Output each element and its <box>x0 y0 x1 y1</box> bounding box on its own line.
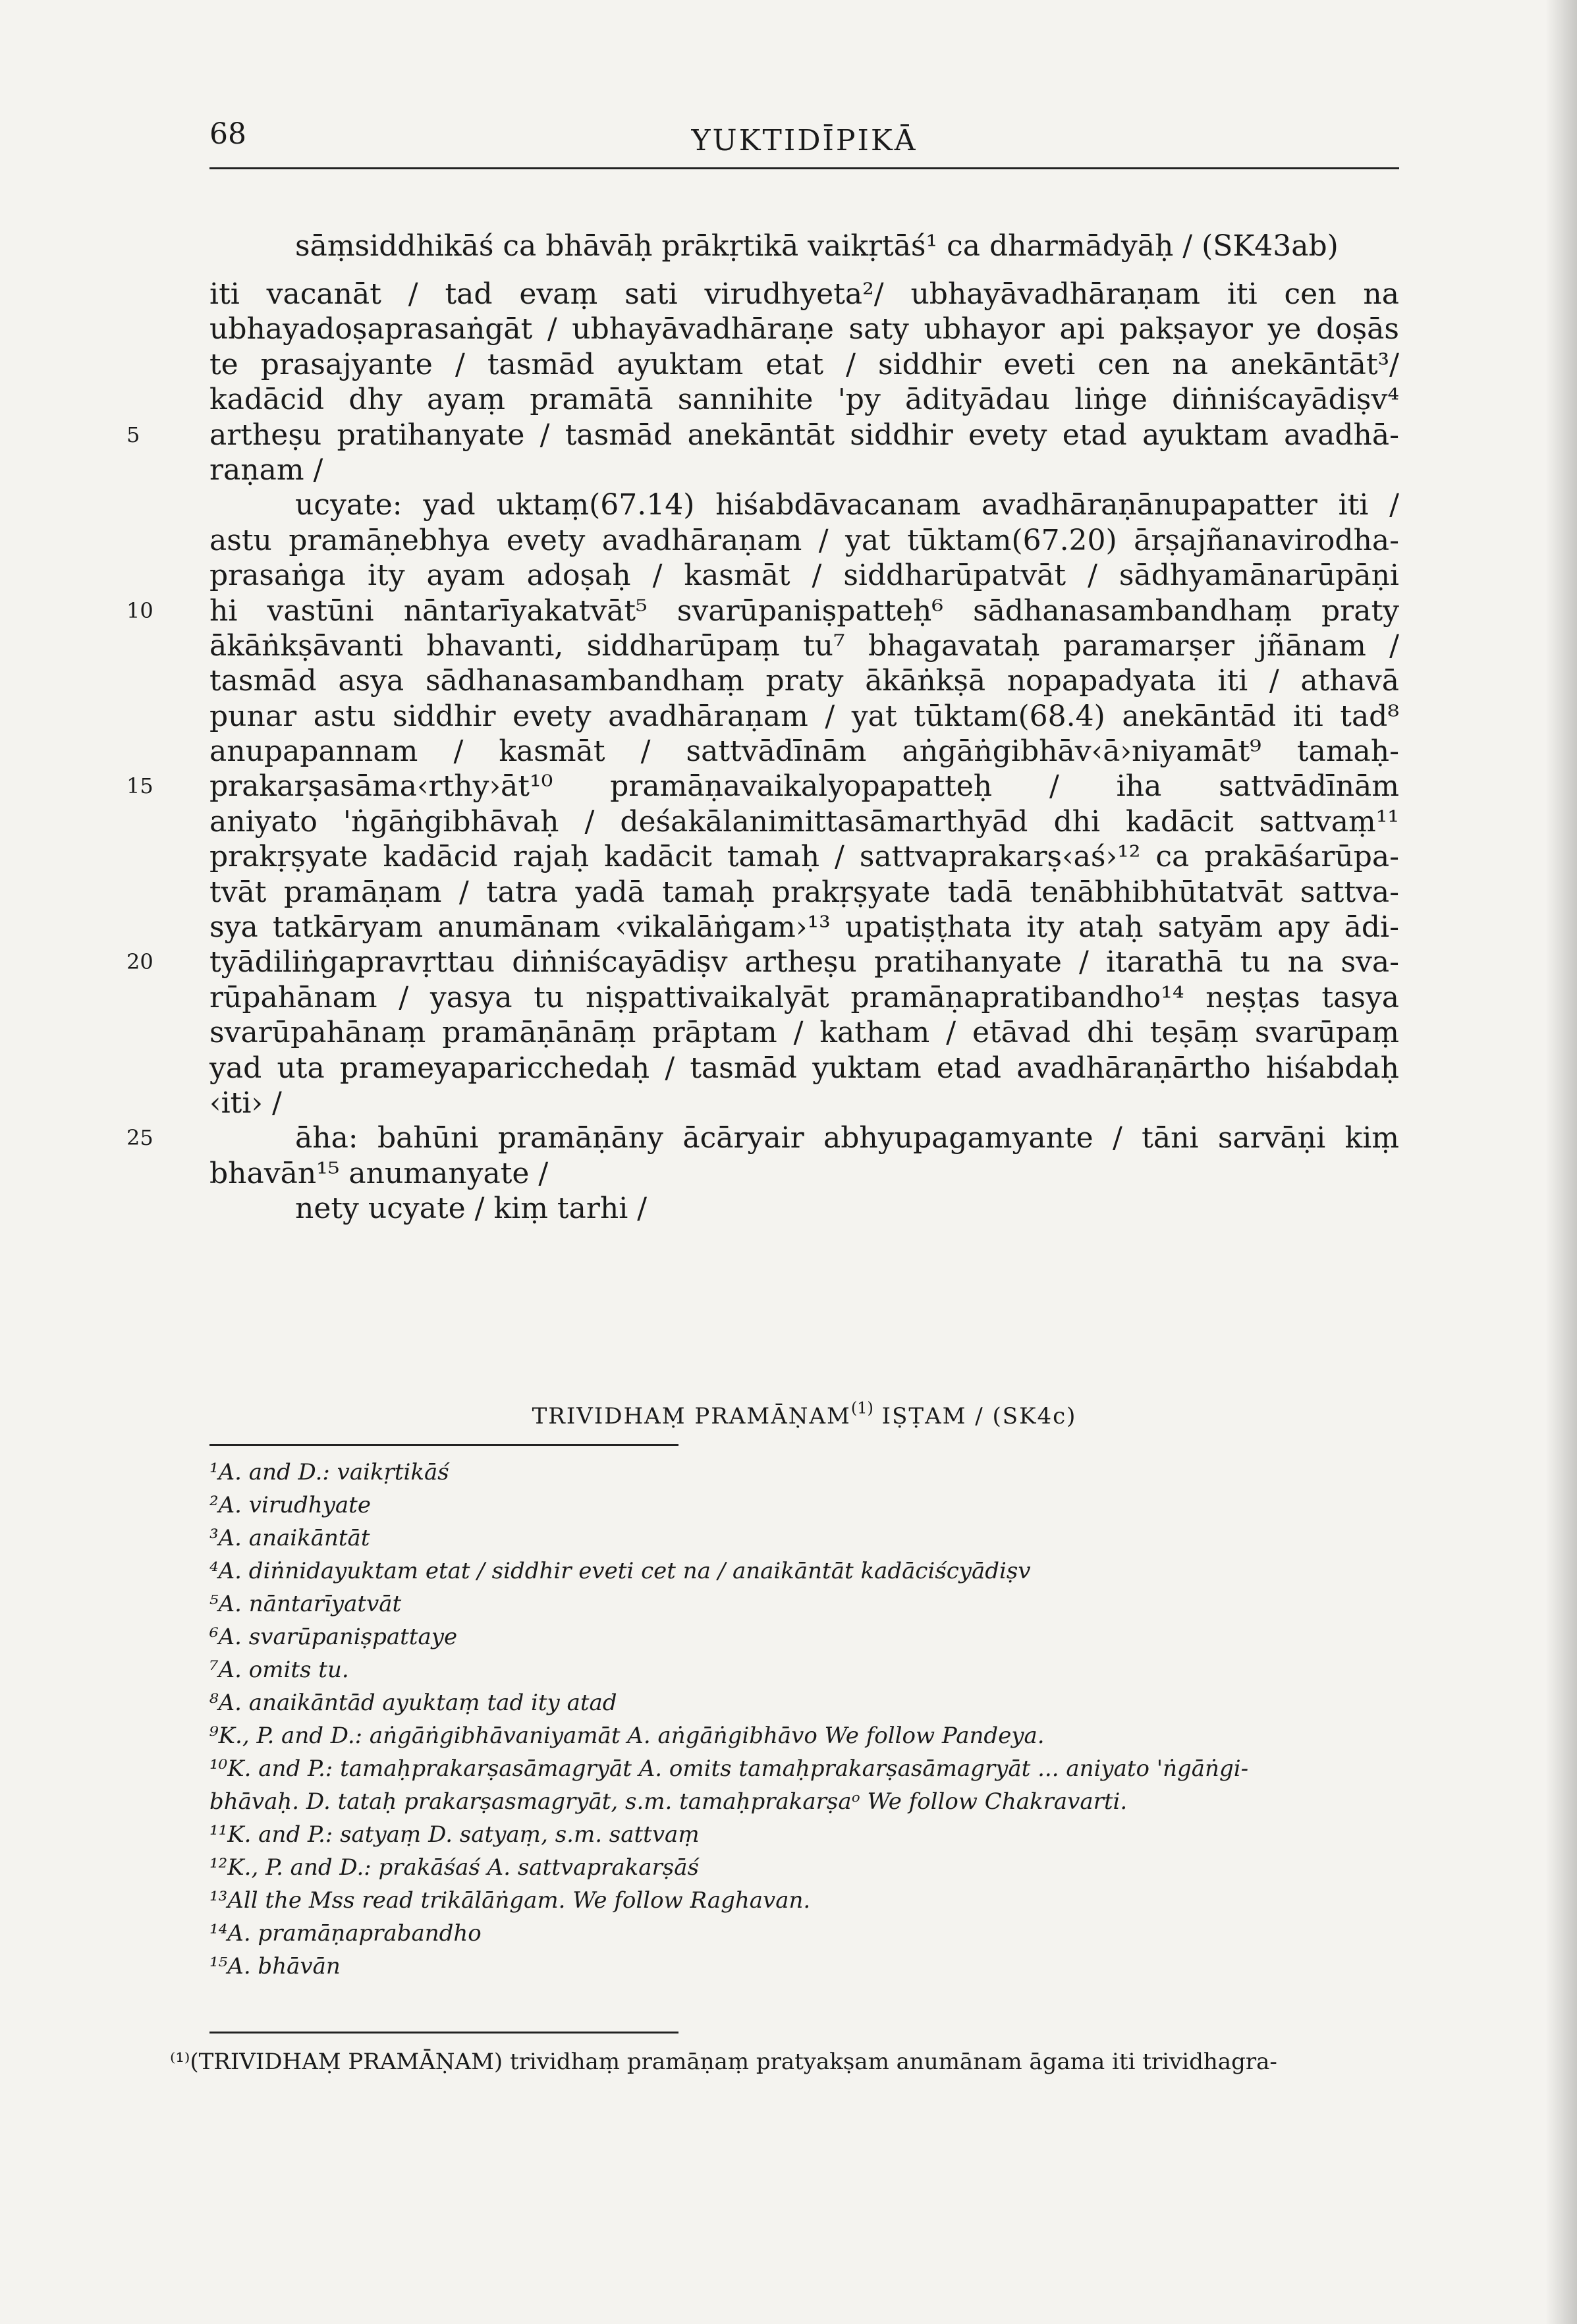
footnote: ¹¹K. and P.: satyaṃ D. satyaṃ, s.m. sattvaṃ <box>209 1821 700 1848</box>
text-line-content: ākāṅkṣāvanti bhavanti, siddharūpaṃ tu⁷ bhagavataḥ paramarṣer jñānam / <box>209 628 1399 663</box>
bottom-note: ⁽¹⁾(TRIVIDHAṂ PRAMĀṆAM) trividhaṃ pramāṇaṃ pratyakṣam anumānam āgama iti trividhagra- <box>170 2049 1277 2075</box>
text-line-content: āha: bahūni pramāṇāny ācāryair abhyupagamyante / tāni sarvāṇi kiṃ <box>295 1121 1399 1155</box>
line-number: 15 <box>126 773 153 799</box>
footnote: ⁶A. svarūpaniṣpattaye <box>209 1624 458 1650</box>
text-line-content: prakṛṣyate kadācid rajaḥ kadācit tamaḥ / sattvaprakarṣ‹aś›¹² ca prakāśarūpa- <box>209 840 1399 874</box>
text-line <box>209 312 1399 346</box>
heading-part-1: TRIVIDHAṂ PRAMĀṆAM <box>532 1403 851 1429</box>
text-line-content: prakarṣasāma‹rthy›āt¹⁰ pramāṇavaikalyopapatteḥ / iha sattvādīnām <box>209 769 1399 804</box>
text-line <box>209 875 1399 910</box>
text-line <box>209 980 1399 1015</box>
footnote: bhāvaḥ. D. tataḥ prakarṣasmagryāt, s.m. tamaḥprakarṣaᵒ We follow Chakravarti. <box>209 1788 1128 1815</box>
text-line-content: svarūpahānaṃ pramāṇānāṃ prāptam / katham / etāvad dhi teṣāṃ svarūpaṃ <box>209 1016 1399 1050</box>
text-line <box>126 418 1399 453</box>
footnote: ³A. anaikāntāt <box>209 1525 370 1551</box>
footnote: ¹⁰K. and P.: tamaḥprakarṣasāmagryāt A. omits tamaḥprakarṣasāmagryāt ... aniyato 'ṅgāṅgi- <box>209 1756 1249 1782</box>
main-text <box>126 277 1399 1227</box>
text-line-content: hi vastūni nāntarīyakatvāt⁵ svarūpaniṣpatteḥ⁶ sādhanasambandhaṃ praty <box>209 594 1399 628</box>
header-rule <box>209 167 1399 169</box>
running-title: YUKTIDĪPIKĀ <box>691 124 918 157</box>
line-number: 5 <box>126 422 140 447</box>
text-line <box>209 523 1399 558</box>
text-line <box>209 1191 1399 1226</box>
line-number: 10 <box>126 597 153 623</box>
text-line-content: tasmād asya sādhanasambandhaṃ praty ākāṅkṣā nopapadyata iti / athavā <box>209 664 1399 698</box>
heading-part-2: IṢṬAM / (SK4c) <box>873 1403 1077 1429</box>
text-line-content: iti vacanāt / tad evaṃ sati virudhyeta²/ ubhayāvadhāraṇam iti cen na <box>209 277 1399 311</box>
text-line <box>209 628 1399 663</box>
text-line <box>209 663 1399 698</box>
page-number: 68 <box>209 117 246 151</box>
text-line <box>126 1120 1399 1155</box>
text-line-content: tyādiliṅgapravṛttau diṅniścayādiṣv artheṣu pratihanyate / itarathā tu na sva- <box>209 945 1399 980</box>
text-line-content: ‹iti› / <box>209 1086 282 1120</box>
footnote: ⁷A. omits tu. <box>209 1657 349 1683</box>
text-line <box>209 699 1399 734</box>
footnote: ¹²K., P. and D.: prakāśaś A. sattvaprakarṣāś <box>209 1854 699 1881</box>
text-line <box>126 945 1399 980</box>
line-number: 20 <box>126 949 153 975</box>
text-line-content: ucyate: yad uktaṃ(67.14) hiśabdāvacanam avadhāraṇānupapatter iti / <box>295 488 1399 522</box>
text-line <box>209 1015 1399 1050</box>
text-line <box>209 1086 1399 1120</box>
text-line-content: nety ucyate / kiṃ tarhi / <box>295 1192 648 1226</box>
text-line-content: te prasajyante / tasmād ayuktam etat / siddhir eveti cen na anekāntāt³/ <box>209 347 1399 381</box>
text-line-content: tvāt pramāṇam / tatra yadā tamaḥ prakṛṣyate tadā tenābhibhūtatvāt sattva- <box>209 875 1399 909</box>
verse-quote: sāṃsiddhikāś ca bhāvāḥ prākṛtikā vaikṛtāś¹ ca dharmādyāḥ / (SK43ab) <box>295 229 1339 263</box>
section-heading <box>209 1397 1399 1431</box>
bottom-note-rule <box>209 2032 678 2034</box>
text-line <box>209 1156 1399 1191</box>
heading-note-marker: (1) <box>850 1398 873 1418</box>
footnote: ⁸A. anaikāntād ayuktaṃ tad ity atad <box>209 1690 617 1716</box>
text-line-content: astu pramāṇebhya evety avadhāraṇam / yat tūktam(67.20) ārṣajñanavirodha- <box>209 523 1399 557</box>
text-line <box>209 804 1399 839</box>
footnote: ⁴A. diṅnidayuktam etat / siddhir eveti cet na / anaikāntāt kadāciścyādiṣv <box>209 1558 1031 1584</box>
footnote-rule <box>209 1444 678 1446</box>
text-line-content: kadācid dhy ayaṃ pramātā sannihite 'py ādityādau liṅge diṅniścayādiṣv⁴ <box>209 383 1399 417</box>
text-line-content: prasaṅga ity ayam adoṣaḥ / kasmāt / siddharūpatvāt / sādhyamānarūpāṇi <box>209 559 1399 593</box>
text-line-content: bhavān¹⁵ anumanyate / <box>209 1156 549 1190</box>
page-edge-shadow <box>1545 0 1577 2324</box>
text-line <box>209 558 1399 593</box>
text-line <box>209 734 1399 769</box>
footnote: ²A. virudhyate <box>209 1492 371 1518</box>
text-line <box>126 769 1399 804</box>
text-line <box>126 594 1399 628</box>
text-line <box>209 453 1399 487</box>
text-line <box>209 277 1399 312</box>
line-number: 25 <box>126 1125 153 1151</box>
text-line-content: aniyato 'ṅgāṅgibhāvaḥ / deśakālanimittasāmarthyād dhi kadācit sattvaṃ¹¹ <box>209 804 1399 839</box>
text-line-content: raṇam / <box>209 453 323 487</box>
footnote: ¹⁴A. pramāṇaprabandho <box>209 1920 482 1947</box>
text-line-content: ubhayadoṣaprasaṅgāt / ubhayāvadhāraṇe saty ubhayor api pakṣayor ye doṣās <box>209 312 1399 346</box>
footnote: ⁹K., P. and D.: aṅgāṅgibhāvaniyamāt A. aṅgāṅgibhāvo We follow Pandeya. <box>209 1723 1045 1749</box>
text-line-content: anupapannam / kasmāt / sattvādīnām aṅgāṅgibhāv‹ā›niyamāt⁹ tamaḥ- <box>209 734 1399 769</box>
text-line-content: rūpahānam / yasya tu niṣpattivaikalyāt pramāṇapratibandho¹⁴ neṣṭas tasya <box>209 980 1399 1014</box>
footnote: ¹³All the Mss read trikālāṅgam. We follow Raghavan. <box>209 1887 811 1914</box>
footnotes <box>209 1456 1399 1983</box>
text-line-content: artheṣu pratihanyate / tasmād anekāntāt siddhir evety etad ayuktam avadhā- <box>209 418 1399 452</box>
text-line-content: sya tatkāryam anumānam ‹vikalāṅgam›¹³ upatiṣṭhata ity ataḥ satyām apy ādi- <box>209 910 1399 945</box>
text-line <box>209 382 1399 417</box>
text-line <box>209 839 1399 874</box>
text-line <box>209 1051 1399 1086</box>
text-line-content: punar astu siddhir evety avadhāraṇam / yat tūktam(68.4) anekāntād iti tad⁸ <box>209 699 1399 733</box>
text-line <box>209 347 1399 382</box>
footnote: ¹A. and D.: vaikṛtikāś <box>209 1459 449 1485</box>
footnote: ¹⁵A. bhāvān <box>209 1953 341 1979</box>
text-line-content: yad uta prameyaparicchedaḥ / tasmād yuktam etad avadhāraṇārtho hiśabdaḥ <box>209 1051 1399 1085</box>
page-header <box>209 117 1399 166</box>
footnote: ⁵A. nāntarīyatvāt <box>209 1591 402 1617</box>
text-line <box>209 910 1399 945</box>
text-line <box>209 487 1399 522</box>
